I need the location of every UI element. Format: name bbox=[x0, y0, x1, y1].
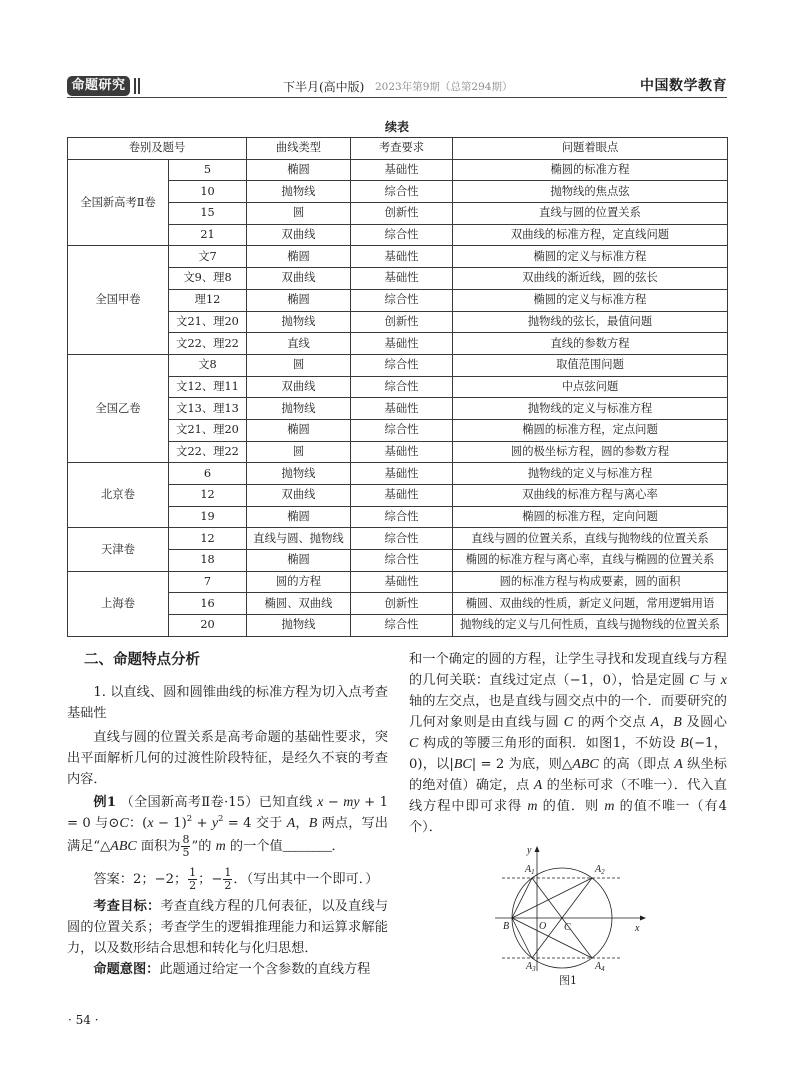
focus-cell: 抛物线的定义与标准方程 bbox=[453, 398, 728, 420]
curve-type-cell: 双曲线 bbox=[247, 268, 351, 290]
focus-cell: 椭圆、双曲线的性质，新定义问题，常用逻辑用语 bbox=[453, 593, 728, 615]
math-symbol: C bbox=[409, 736, 419, 751]
point-a2-label bbox=[594, 864, 605, 876]
text-run: (−1，0)，以| bbox=[409, 736, 727, 772]
focus-cell: 直线与圆的位置关系 bbox=[453, 203, 728, 225]
fraction-numerator: 1 bbox=[189, 866, 197, 879]
left-column bbox=[67, 649, 388, 980]
text-run: 构成的等腰三角形的面积．如图1，不妨设 bbox=[418, 736, 681, 751]
header-rule bbox=[67, 97, 727, 98]
text-run: ；− bbox=[198, 872, 223, 887]
math-symbol: m bbox=[604, 799, 615, 814]
text-run: 的两个交点 bbox=[573, 715, 651, 730]
exam-paper-cell: 全国新高考Ⅱ卷 bbox=[68, 159, 169, 246]
requirement-cell: 创新性 bbox=[351, 311, 453, 333]
math-symbol: m bbox=[215, 839, 226, 854]
question-number-cell: 12 bbox=[169, 528, 247, 550]
exam-paper-cell: 上海卷 bbox=[68, 571, 169, 636]
fraction-denominator: 5 bbox=[182, 846, 190, 859]
superscript: 2 bbox=[186, 814, 193, 824]
math-symbol: ABC bbox=[572, 757, 599, 772]
focus-cell: 抛物线的焦点弦 bbox=[453, 181, 728, 203]
requirement-cell: 综合性 bbox=[351, 289, 453, 311]
math-symbol: y bbox=[211, 816, 219, 831]
subheading: 1. 以直线、圆和圆锥曲线的标准方程为切入点考查基础性 bbox=[67, 685, 388, 721]
text-run: 和一个确定的圆的方程，让学生寻找和发现直线与方程的几何关联：直线过定点（−1，0），恰是定圆 bbox=[409, 652, 727, 688]
question-number-cell: 10 bbox=[169, 181, 247, 203]
question-number-cell: 文22、理22 bbox=[169, 333, 247, 355]
question-number-cell: 12 bbox=[169, 485, 247, 507]
issue-half: 下半月(高中版) bbox=[283, 80, 365, 94]
table-row bbox=[68, 246, 728, 268]
requirement-cell: 基础性 bbox=[351, 333, 453, 355]
question-number-cell: 20 bbox=[169, 615, 247, 637]
math-symbol: C bbox=[689, 673, 699, 688]
point-a1-label bbox=[524, 864, 535, 876]
requirement-cell: 基础性 bbox=[351, 485, 453, 507]
superscript: 2 bbox=[218, 814, 224, 824]
example-1 bbox=[67, 792, 388, 859]
focus-cell: 圆的极坐标方程，圆的参数方程 bbox=[453, 441, 728, 463]
text-run: 与 bbox=[698, 673, 721, 688]
focus-cell: 抛物线的弦长，最值问题 bbox=[453, 311, 728, 333]
requirement-cell: 综合性 bbox=[351, 506, 453, 528]
focus-cell: 椭圆的定义与标准方程 bbox=[453, 289, 728, 311]
exam-question-table bbox=[67, 137, 728, 637]
curve-type-cell: 圆 bbox=[247, 441, 351, 463]
math-symbol: x bbox=[147, 816, 154, 831]
math-symbol: C bbox=[119, 816, 129, 831]
text-run: 的一个值 bbox=[225, 839, 283, 854]
exam-paper-cell: 北京卷 bbox=[68, 463, 169, 528]
segment-c-a3 bbox=[532, 918, 562, 958]
text-run: 答案：2；−2； bbox=[93, 872, 188, 887]
page-number: · 54 · bbox=[68, 1013, 99, 1027]
curve-type-cell: 抛物线 bbox=[247, 463, 351, 485]
math-symbol: C bbox=[563, 715, 574, 730]
question-number-cell: 文21、理20 bbox=[169, 419, 247, 441]
analysis-paragraph bbox=[409, 649, 727, 838]
table-header-row bbox=[68, 138, 728, 160]
fraction bbox=[181, 834, 190, 859]
math-symbol: B bbox=[308, 816, 318, 831]
math-symbol: x bbox=[720, 673, 728, 688]
point-subscript: 2 bbox=[601, 868, 605, 876]
y-axis-label: y bbox=[527, 845, 532, 856]
table-caption: 续表 bbox=[384, 120, 409, 134]
text-run: 的坐标可求（不唯一）．代入直线方程中即可求得 bbox=[409, 778, 727, 814]
question-number-cell: 文7 bbox=[169, 246, 247, 268]
section-heading: 二、命题特点分析 bbox=[84, 651, 200, 668]
focus-cell: 椭圆的定义与标准方程 bbox=[453, 246, 728, 268]
focus-cell: 抛物线的定义与标准方程 bbox=[453, 463, 728, 485]
text-run: = 4 交于 bbox=[223, 816, 287, 831]
table-row bbox=[68, 528, 728, 550]
requirement-cell: 综合性 bbox=[351, 419, 453, 441]
question-number-cell: 15 bbox=[169, 203, 247, 225]
question-number-cell: 21 bbox=[169, 224, 247, 246]
curve-type-cell: 双曲线 bbox=[247, 224, 351, 246]
point-letter: A bbox=[595, 864, 602, 875]
math-symbol: my bbox=[343, 795, 360, 810]
curve-type-cell: 双曲线 bbox=[247, 376, 351, 398]
requirement-cell: 基础性 bbox=[351, 398, 453, 420]
curve-type-cell: 抛物线 bbox=[247, 181, 351, 203]
fraction bbox=[223, 867, 232, 892]
question-number-cell: 文13、理13 bbox=[169, 398, 247, 420]
math-symbol: BC bbox=[453, 757, 472, 772]
math-symbol: B bbox=[673, 715, 682, 730]
segment-c-a1 bbox=[532, 878, 562, 918]
point-subscript: 1 bbox=[531, 868, 535, 876]
text-run: 两点，写出满足“△ bbox=[67, 816, 388, 854]
segment-b-a1 bbox=[512, 878, 532, 918]
question-number-cell: 6 bbox=[169, 463, 247, 485]
focus-cell: 双曲线的标准方程与离心率 bbox=[453, 485, 728, 507]
text-run: ， bbox=[659, 715, 674, 730]
table-body bbox=[68, 159, 728, 636]
table-row bbox=[68, 159, 728, 181]
focus-cell: 抛物线的定义与几何性质，直线与抛物线的位置关系 bbox=[453, 615, 728, 637]
objective-paragraph bbox=[67, 896, 388, 959]
requirement-cell: 综合性 bbox=[351, 224, 453, 246]
answer-paragraph bbox=[67, 867, 388, 892]
point-a4-label bbox=[594, 961, 605, 973]
text-run: ． bbox=[331, 839, 345, 854]
requirement-cell: 基础性 bbox=[351, 463, 453, 485]
question-number-cell: 文8 bbox=[169, 354, 247, 376]
text-run: （全国新高考Ⅱ卷·15）已知直线 bbox=[116, 795, 318, 810]
point-letter: A bbox=[526, 961, 533, 972]
curve-type-cell: 抛物线 bbox=[247, 398, 351, 420]
point-c-label: C bbox=[564, 922, 571, 933]
requirement-cell: 基础性 bbox=[351, 268, 453, 290]
fraction-numerator: 8 bbox=[182, 833, 190, 846]
figure-1 bbox=[490, 843, 650, 973]
requirement-cell: 综合性 bbox=[351, 615, 453, 637]
x-axis-label: x bbox=[635, 923, 640, 934]
text-run: ．（写出其中一个即可．） bbox=[233, 872, 379, 887]
focus-cell: 直线的参数方程 bbox=[453, 333, 728, 355]
x-axis-arrow bbox=[640, 916, 646, 921]
focus-cell: 圆的标准方程与构成要素，圆的面积 bbox=[453, 571, 728, 593]
text-run: 面积为 bbox=[136, 839, 181, 854]
question-number-cell: 理12 bbox=[169, 289, 247, 311]
table-row bbox=[68, 463, 728, 485]
curve-type-cell: 双曲线 bbox=[247, 485, 351, 507]
segment-c-a2 bbox=[562, 878, 592, 918]
requirement-cell: 基础性 bbox=[351, 571, 453, 593]
curve-type-cell: 椭圆 bbox=[247, 289, 351, 311]
figure-caption: 图1 bbox=[559, 974, 577, 987]
fraction-denominator: 2 bbox=[189, 879, 197, 892]
question-number-cell: 文21、理20 bbox=[169, 311, 247, 333]
text-run: 的值不唯一（有4个）． bbox=[409, 799, 727, 835]
curve-type-cell: 椭圆 bbox=[247, 550, 351, 572]
curve-type-cell: 椭圆 bbox=[247, 159, 351, 181]
point-subscript: 3 bbox=[532, 965, 536, 973]
focus-cell: 直线与圆的位置关系，直线与抛物线的位置关系 bbox=[453, 528, 728, 550]
text-run: ：( bbox=[128, 816, 148, 831]
requirement-cell: 综合性 bbox=[351, 376, 453, 398]
requirement-cell: 综合性 bbox=[351, 181, 453, 203]
curve-type-cell: 圆 bbox=[247, 354, 351, 376]
point-a3-label bbox=[525, 961, 536, 973]
requirement-cell: 基础性 bbox=[351, 159, 453, 181]
focus-cell: 取值范围问题 bbox=[453, 354, 728, 376]
requirement-cell: 创新性 bbox=[351, 203, 453, 225]
bold-label: 例1 bbox=[93, 795, 117, 810]
curve-type-cell: 椭圆 bbox=[247, 246, 351, 268]
segment-b-a3 bbox=[512, 918, 532, 958]
math-symbol: A bbox=[674, 757, 683, 772]
bold-label: 考查目标： bbox=[93, 899, 161, 914]
point-b-label: B bbox=[503, 921, 510, 932]
requirement-cell: 综合性 bbox=[351, 550, 453, 572]
intro-paragraph: 直线与圆的位置关系是高考命题的基础性要求，突出平面解析几何的过渡性阶段特征，是经久不衰的考查内容． bbox=[67, 730, 388, 787]
curve-type-cell: 椭圆 bbox=[247, 506, 351, 528]
answer-blank: ________ bbox=[282, 838, 332, 853]
question-number-cell: 18 bbox=[169, 550, 247, 572]
column-badge: 命题研究 bbox=[67, 76, 130, 96]
curve-type-cell: 抛物线 bbox=[247, 311, 351, 333]
text-run: 此题通过给定一个含参数的直线方程 bbox=[159, 962, 371, 977]
math-symbol: A bbox=[533, 778, 543, 793]
math-symbol: A bbox=[650, 715, 660, 730]
focus-cell: 双曲线的渐近线，圆的弦长 bbox=[453, 268, 728, 290]
question-number-cell: 文22、理22 bbox=[169, 441, 247, 463]
math-symbol: x bbox=[317, 795, 324, 810]
curve-type-cell: 圆的方程 bbox=[247, 571, 351, 593]
badge-decoration-bar bbox=[134, 78, 136, 94]
y-axis-arrow bbox=[535, 846, 540, 852]
question-number-cell: 文12、理11 bbox=[169, 376, 247, 398]
header-exam-and-number: 卷别及题号 bbox=[68, 138, 247, 160]
text-run: 的值．则 bbox=[537, 799, 605, 814]
point-letter: A bbox=[595, 961, 602, 972]
running-header bbox=[67, 74, 727, 98]
badge-decoration-bar bbox=[138, 78, 140, 94]
focus-cell: 椭圆的标准方程 bbox=[453, 159, 728, 181]
requirement-cell: 综合性 bbox=[351, 528, 453, 550]
text-run: 的高（即点 bbox=[598, 757, 675, 772]
exam-paper-cell: 全国乙卷 bbox=[68, 354, 169, 462]
focus-cell: 椭圆的标准方程，定向问题 bbox=[453, 506, 728, 528]
focus-cell: 中点弦问题 bbox=[453, 376, 728, 398]
requirement-cell: 创新性 bbox=[351, 593, 453, 615]
fraction bbox=[188, 867, 197, 892]
origin-label: O bbox=[539, 921, 547, 932]
math-symbol: A bbox=[286, 816, 296, 831]
text-run: 及圆心 bbox=[681, 715, 727, 730]
header-focus: 问题着眼点 bbox=[453, 138, 728, 160]
text-run: 考查直线方程的几何表征，以及直线与圆的位置关系；考查学生的逻辑推理能力和运算求解能力，以及数形结合思想和转化与化归思想． bbox=[67, 899, 389, 956]
header-curve-type: 曲线类型 bbox=[247, 138, 351, 160]
segment-b-a2 bbox=[512, 878, 592, 918]
requirement-cell: 基础性 bbox=[351, 441, 453, 463]
table-row bbox=[68, 571, 728, 593]
curve-type-cell: 直线与圆、抛物线 bbox=[247, 528, 351, 550]
question-number-cell: 19 bbox=[169, 506, 247, 528]
table-head bbox=[68, 138, 728, 160]
intent-paragraph bbox=[67, 959, 388, 980]
exam-paper-cell: 全国甲卷 bbox=[68, 246, 169, 354]
fraction-denominator: 2 bbox=[224, 879, 232, 892]
curve-type-cell: 椭圆、双曲线 bbox=[247, 593, 351, 615]
text-run: 纵坐标的绝对值）确定，点 bbox=[409, 757, 727, 793]
requirement-cell: 综合性 bbox=[351, 354, 453, 376]
requirement-cell: 基础性 bbox=[351, 246, 453, 268]
segment-b-a4 bbox=[512, 918, 592, 958]
exam-paper-cell: 天津卷 bbox=[68, 528, 169, 571]
curve-type-cell: 抛物线 bbox=[247, 615, 351, 637]
text-run: − 1) bbox=[153, 816, 187, 831]
point-letter: A bbox=[525, 864, 532, 875]
text-run: ， bbox=[295, 816, 309, 831]
table-row bbox=[68, 354, 728, 376]
question-number-cell: 5 bbox=[169, 159, 247, 181]
journal-name: 中国数学教育 bbox=[640, 78, 727, 94]
text-run: + 1 = 0 与⊙ bbox=[67, 795, 389, 831]
question-number-cell: 16 bbox=[169, 593, 247, 615]
text-run: ”的 bbox=[191, 839, 216, 854]
question-number-cell: 文9、理8 bbox=[169, 268, 247, 290]
point-subscript: 4 bbox=[601, 965, 605, 973]
text-run: | = 2 为底，则△ bbox=[471, 757, 573, 772]
curve-type-cell: 椭圆 bbox=[247, 419, 351, 441]
bold-label: 命题意图： bbox=[93, 962, 160, 977]
question-number-cell: 7 bbox=[169, 571, 247, 593]
math-symbol: m bbox=[527, 799, 538, 814]
text-run: 轴的左交点，也是直线与圆交点中的一个．而要研究的几何对象则是由直线与圆 bbox=[409, 694, 727, 730]
fraction-numerator: 1 bbox=[224, 866, 232, 879]
math-symbol: B bbox=[680, 736, 689, 751]
header-requirement: 考查要求 bbox=[351, 138, 453, 160]
math-symbol: ABC bbox=[110, 839, 137, 854]
focus-cell: 椭圆的标准方程，定点问题 bbox=[453, 419, 728, 441]
focus-cell: 双曲线的标准方程，定直线问题 bbox=[453, 224, 728, 246]
text-run: − bbox=[323, 795, 344, 810]
text-run: + bbox=[192, 816, 212, 831]
curve-type-cell: 直线 bbox=[247, 333, 351, 355]
issue-number: 2023年第9期（总第294期） bbox=[375, 81, 513, 93]
focus-cell: 椭圆的标准方程与离心率，直线与椭圆的位置关系 bbox=[453, 550, 728, 572]
curve-type-cell: 圆 bbox=[247, 203, 351, 225]
right-column bbox=[409, 649, 727, 838]
